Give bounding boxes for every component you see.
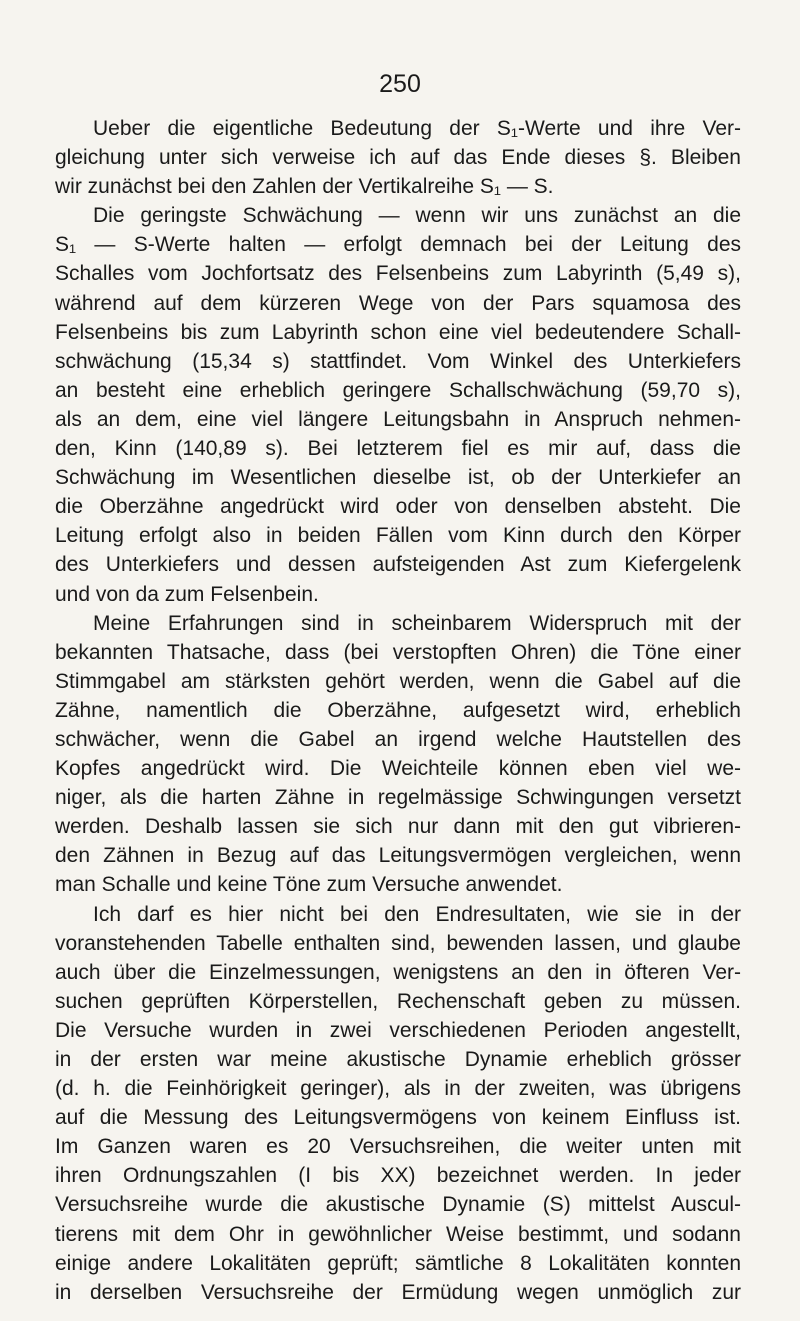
text-line: bekannten Thatsache, dass (bei verstopften Ohren) die Töne einer (55, 640, 741, 664)
text-line: ihren Ordnungszahlen (I bis XX) bezeichnet werden. In jeder (55, 1164, 741, 1188)
paragraph (55, 900, 741, 1307)
text-line: Ich darf es hier nicht bei den Endresultaten, wie sie in der (93, 902, 741, 926)
text-line: Kopfes angedrückt wird. Die Weichteile können eben viel we- (55, 757, 741, 781)
text-line: den, Kinn (140,89 s). Bei letzterem fiel es mir auf, dass die (55, 437, 741, 461)
text-line: Stimmgabel am stärksten gehört werden, wenn die Gabel auf die (55, 669, 741, 693)
paragraph (55, 114, 741, 201)
text-line: Versuchsreihe wurde die akustische Dynamie (S) mittelst Auscul- (55, 1193, 741, 1217)
text-line: den Zähnen in Bezug auf das Leitungsvermögen vergleichen, wenn (55, 844, 741, 868)
text-line: Felsenbeins bis zum Labyrinth schon eine viel bedeutendere Schall- (55, 320, 741, 344)
text-line: einige andere Lokalitäten geprüft; sämtliche 8 Lokalitäten konnten (55, 1251, 741, 1275)
text-line: Die Versuche wurden in zwei verschiedenen Perioden angestellt, (55, 1018, 741, 1042)
text-line: die Oberzähne angedrückt wird oder von denselben absteht. Die (55, 495, 741, 519)
text-line: tierens mit dem Ohr in gewöhnlicher Weise bestimmt, und sodann (55, 1222, 741, 1246)
text-line: Die geringste Schwächung — wenn wir uns zunächst an die (93, 204, 741, 228)
text-line: Schwächung im Wesentlichen dieselbe ist, ob der Unterkiefer an (55, 466, 741, 490)
text-line: auf die Messung des Leitungsvermögens von keinem Einfluss ist. (55, 1106, 741, 1130)
page-number: 250 (379, 70, 421, 98)
text-line: auch über die Einzelmessungen, wenigstens an den in öfteren Ver- (55, 960, 741, 984)
text-line: suchen geprüften Körperstellen, Rechenschaft geben zu müssen. (55, 989, 741, 1013)
text-line: an besteht eine erheblich geringere Schallschwächung (59,70 s), (55, 378, 741, 402)
text-line: gleichung unter sich verweise ich auf das Ende dieses §. Bleiben (55, 146, 741, 170)
text-line: voranstehenden Tabelle enthalten sind, bewenden lassen, und glaube (55, 931, 741, 955)
text-line: werden. Deshalb lassen sie sich nur dann mit den gut vibrieren- (55, 815, 741, 839)
text-line: niger, als die harten Zähne in regelmässige Schwingungen versetzt (55, 786, 741, 810)
text-line: Schalles vom Jochfortsatz des Felsenbeins zum Labyrinth (5,49 s), (55, 262, 741, 286)
paragraph (55, 609, 741, 900)
text-line: in derselben Versuchsreihe der Ermüdung wegen unmöglich zur (55, 1280, 741, 1304)
text-line: Zähne, namentlich die Oberzähne, aufgesetzt wird, erheblich (55, 698, 741, 722)
text-line: schwächung (15,34 s) stattfindet. Vom Winkel des Unterkiefers (55, 349, 741, 373)
text-line: wir zunächst bei den Zahlen der Vertikalreihe S₁ — S. (55, 175, 554, 199)
text-line: man Schalle und keine Töne zum Versuche anwendet. (55, 873, 563, 897)
text-line: schwächer, wenn die Gabel an irgend welche Hautstellen des (55, 727, 741, 751)
text-line: während auf dem kürzeren Wege von der Pars squamosa des (55, 291, 741, 315)
text-line: (d. h. die Feinhörigkeit geringer), als in der zweiten, was übrigens (55, 1077, 741, 1101)
paragraph (55, 201, 741, 608)
text-line: Meine Erfahrungen sind in scheinbarem Widerspruch mit der (93, 611, 741, 635)
text-line: S₁ — S-Werte halten — erfolgt demnach bei der Leitung des (55, 233, 741, 257)
text-line: des Unterkiefers und dessen aufsteigenden Ast zum Kiefergelenk (55, 553, 741, 577)
body-text (55, 114, 741, 1307)
text-line: in der ersten war meine akustische Dynamie erheblich grösser (55, 1048, 741, 1071)
text-line: und von da zum Felsenbein. (55, 582, 319, 606)
text-line: als an dem, eine viel längere Leitungsbahn in Anspruch nehmen- (55, 407, 741, 431)
text-line: Ueber die eigentliche Bedeutung der S₁-Werte und ihre Ver- (93, 117, 741, 140)
text-line: Leitung erfolgt also in beiden Fällen vom Kinn durch den Körper (55, 524, 741, 548)
text-line: Im Ganzen waren es 20 Versuchsreihen, die weiter unten mit (55, 1135, 741, 1159)
